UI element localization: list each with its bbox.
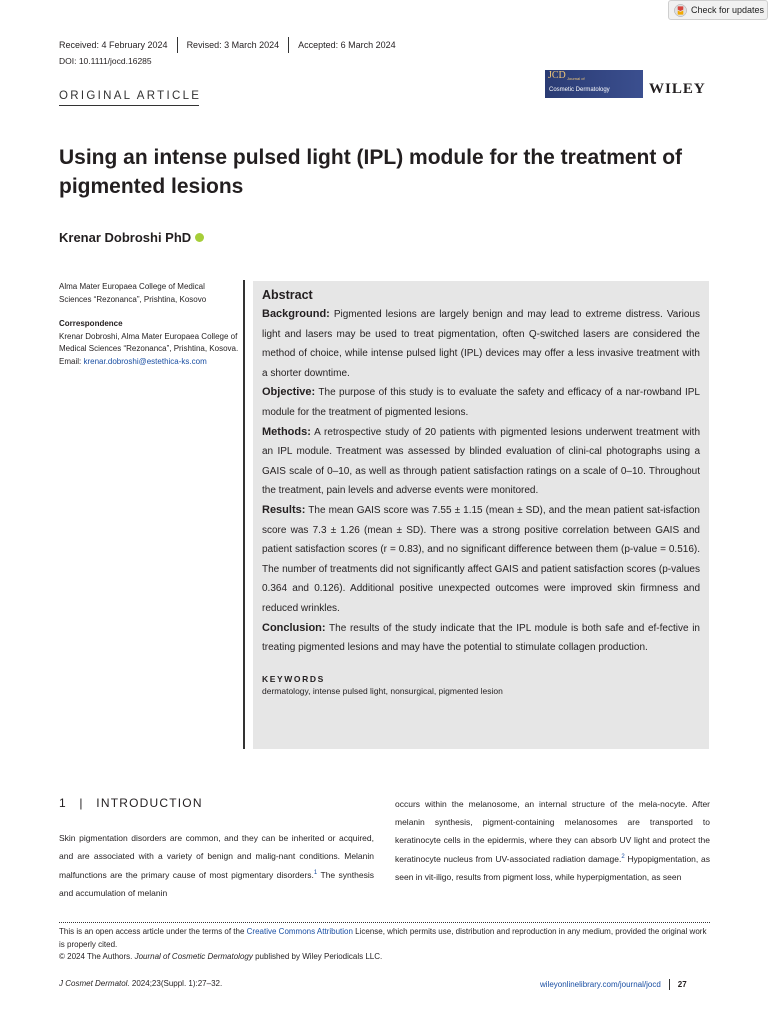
abstract-conclusion-label: Conclusion: [262,621,326,634]
accepted-date: Accepted: 6 March 2024 [298,40,396,50]
abstract-background [262,305,700,383]
journal-logo-small: Journal of [567,76,585,81]
introduction-heading [59,796,203,810]
email-link[interactable]: krenar.dobroshi@estethica-ks.com [83,356,207,366]
article-title: Using an intense pulsed light (IPL) module for the treatment of pigmented lesions [59,146,683,198]
license-line-2 [59,951,710,964]
orcid-icon[interactable] [195,233,204,242]
citation-1-link[interactable]: 1 [313,870,318,877]
abstract-objective [262,383,700,422]
citation-2-link[interactable]: 2 [621,854,625,861]
citation-footer [59,979,222,988]
publisher-logo: WILEY [649,81,706,97]
abstract-conclusion-text: The results of the study indicate that the IPL module is both safe and ef-fective in treating pigmented lesions and may have the potential to stimulate collagen production. [262,622,700,654]
abstract-conclusion [262,619,700,658]
correspondence-heading: Correspondence [59,319,123,328]
intro-left-text-2: The synthesis and accumulation of melanin [59,870,374,898]
correspondence [59,318,239,368]
copyright-text-b: published by Wiley Periodicals LLC. [252,952,383,961]
abstract-box [253,281,709,749]
intro-right-text-1: occurs within the melanosome, an internal structure of the mela-nocyte. After melanin synthesis, pigment-containing melanosomes are transported to keratinocyte cells in the epidermis, where they can absorb UV light and protect the keratinocyte nucleus from UV-associated radiation damage. [395,799,710,865]
abstract-methods [262,423,700,501]
email-line [59,356,239,369]
creative-commons-link[interactable]: Creative Commons Attribution [246,927,353,936]
abstract-background-text: Pigmented lesions are largely benign and may lead to extreme distress. Various light and lasers may be used to treat pigmentation, often Q-switched lasers are considered the method of choice, while intense pulsed light (IPL) devices may offer a less invasive treatment with a shorter downtime. [262,309,700,379]
abstract-methods-text: A retrospective study of 20 patients with pigmented lesions underwent treatment with an IPL module. Treatment was assessed by blinded evaluation of clini-cal photographs using a GAIS scale of 0–10, as well as through patient satisfaction ratings on a scale of 0–10. Throughout the treatment, pain levels and adverse events were monitored. [262,426,700,497]
received-date: Received: 4 February 2024 [59,40,168,50]
abstract-objective-label: Objective: [262,386,316,399]
section-title: INTRODUCTION [96,796,203,810]
doi: DOI: 10.1111/jocd.16285 [59,56,152,66]
check-for-updates-label: Check for updates [691,5,765,15]
introduction-right-column [395,796,710,887]
journal-logo-name: Cosmetic Dermatology [549,87,610,93]
license-text-a: This is an open access article under the terms of the [59,927,247,936]
footer-separator [669,979,670,990]
journal-logo [545,70,643,98]
article-type-rule [59,105,199,106]
author-line [59,230,204,245]
license-line-1 [59,926,710,951]
journal-logo-abbr: JCD [548,70,566,81]
article-dates [59,37,405,53]
journal-url-link[interactable]: wileyonlinelibrary.com/journal/jocd [540,980,661,989]
copyright-text-a: © 2024 The Authors. [59,952,135,961]
citation-details: 2024;23(Suppl. 1):27–32. [129,979,223,988]
license-note [59,926,710,964]
copyright-journal: Journal of Cosmetic Dermatology [134,952,253,961]
abstract-results [262,501,700,619]
abstract-results-text: The mean GAIS score was 7.55 ± 1.15 (mean ± SD), and the mean patient sat-isfaction score was 7.3 ± 1.26 (mean ± SD). There was a strong positive correlation between GAIS and patient satisfaction scores (r = 0.83), and no significant difference between them (p-value = 0.516). The number of treatments did not significantly affect GAIS and patient satisfaction scores (p-values 0.364 and 0.126). Additional positive unexpected outcomes were improved skin firmness and reduced wrinkles. [262,504,700,614]
license-text-b: License, which permits use, distribution and reproduction in any medium, provided the original work is properly cited. [59,927,707,949]
abstract-background-label: Background: [262,308,330,320]
email-label: Email: [59,356,84,366]
intro-right-text-2: Hypopigmentation, as seen in vit-iligo, results from pigment loss, while hyperpigmentation, as seen [395,854,710,883]
article-type: ORIGINAL ARTICLE [59,90,202,102]
license-divider [59,922,710,923]
keywords-list: dermatology, intense pulsed light, nonsurgical, pigmented lesion [262,685,503,696]
citation-journal: J Cosmet Dermatol. [59,979,130,988]
abstract-rule [243,280,245,749]
abstract-results-label: Results: [262,503,306,516]
keywords-heading: KEYWORDS [262,673,325,684]
revised-date: Revised: 3 March 2024 [186,40,280,50]
check-for-updates-button[interactable] [668,0,768,20]
section-divider: | [79,796,84,810]
introduction-left-column [59,830,374,903]
affiliation: Alma Mater Europaea College of Medical Sciences “Rezonanca”, Prishtina, Kosovo [59,282,207,304]
crossmark-icon [674,4,687,17]
correspondence-text: Krenar Dobroshi, Alma Mater Europaea College of Medical Sciences “Rezonanca”, Prishtina, Kosova. [59,331,239,353]
author-name: Krenar Dobroshi PhD [59,230,192,245]
footer-right [540,979,687,990]
abstract-heading: Abstract [262,288,313,302]
abstract-objective-text: The purpose of this study is to evaluate the safety and efficacy of a nar-rowband IPL module for the treatment of pigmented lesions. [262,387,700,418]
page-number: 27 [677,980,687,989]
abstract-methods-label: Methods: [262,425,311,438]
intro-left-text-1: Skin pigmentation disorders are common, and they can be inherited or acquired, and are associated with a variety of benign and malig-nant conditions. Melanin malfunctions are the primary cause of most pigmentary disorders. [59,833,374,881]
section-number: 1 [59,796,67,810]
